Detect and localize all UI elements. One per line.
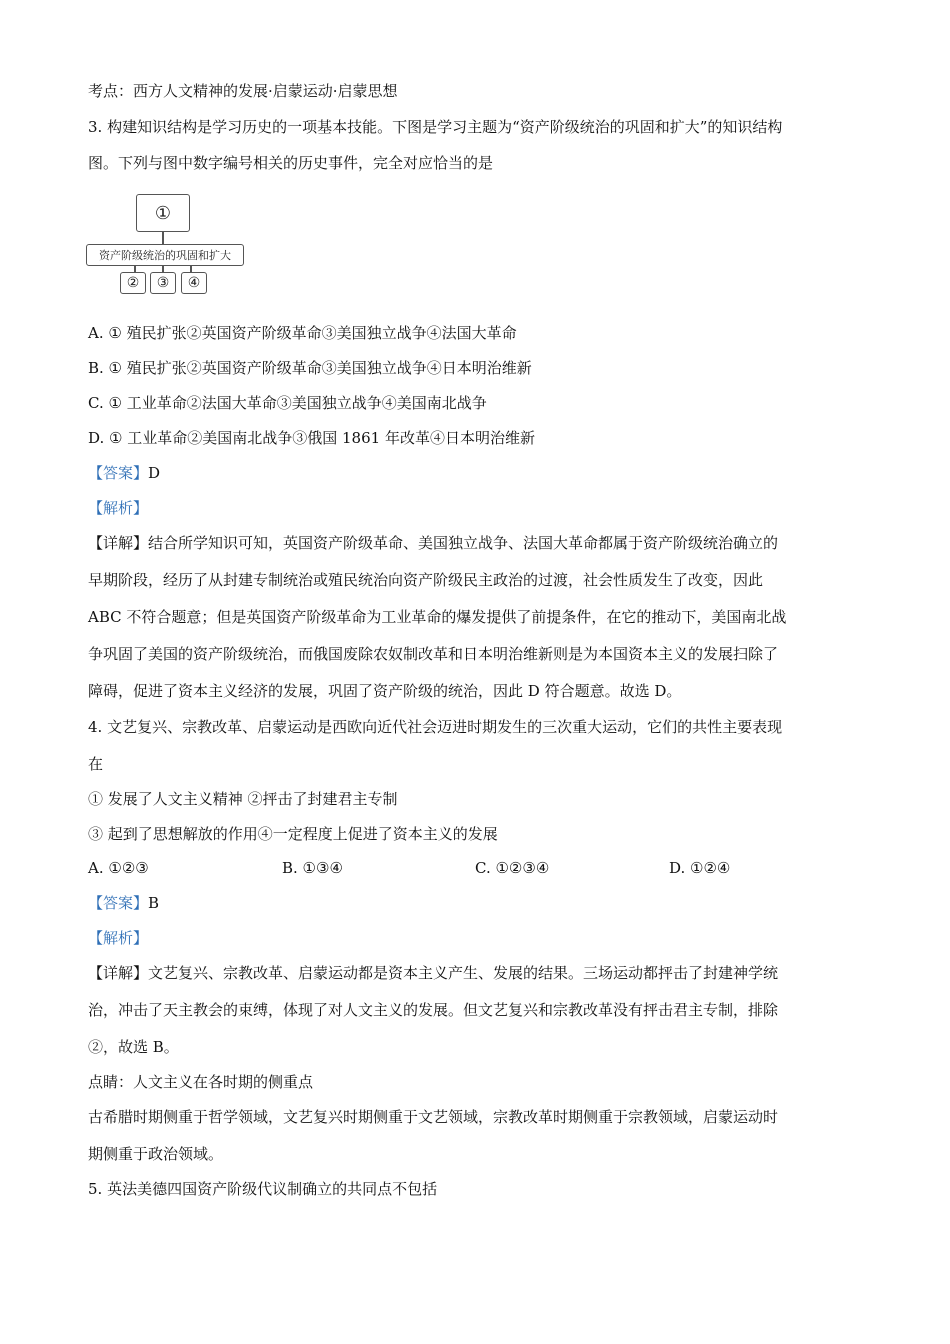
- dianjing-heading: 点睛：人文主义在各时期的侧重点: [88, 1073, 314, 1091]
- q4-answer-line: [88, 893, 159, 913]
- q3-detail-line-3: ABC 不符合题意；但是英国资产阶级革命为工业革命的爆发提供了前提条件，在它的推动下，美国南北战: [88, 608, 787, 626]
- detail-tag: 【详解】: [88, 964, 149, 982]
- diagram-box-theme: 资产阶级统治的巩固和扩大: [86, 244, 244, 266]
- q3-analysis-tag: [88, 498, 148, 518]
- q3-answer-value: D: [148, 464, 161, 482]
- analysis-tag: 【解析】: [88, 499, 149, 517]
- knowledge-structure-diagram: [86, 192, 246, 300]
- q4-detail-line-1: [88, 963, 778, 983]
- q3-detail-line-2: 早期阶段，经历了从封建专制统治或殖民统治向资产阶级民主政治的过渡，社会性质发生了改变，因此: [88, 571, 764, 589]
- q4-statement-2: ③ 起到了思想解放的作用④一定程度上促进了资本主义的发展: [88, 825, 498, 843]
- q4-detail-line-3: ②，故选 B。: [88, 1038, 179, 1056]
- question-4-stem-cont: 在: [88, 755, 104, 773]
- q3-option-b: B. ① 殖民扩张②英国资产阶级革命③美国独立战争④日本明治维新: [88, 359, 532, 377]
- dianjing-line-1: 古希腊时期侧重于哲学领域，文艺复兴时期侧重于文艺领域，宗教改革时期侧重于宗教领域，启蒙运动时: [88, 1108, 779, 1126]
- q4-option-d: D. ①②④: [669, 859, 731, 877]
- question-3-stem-cont: 图。下列与图中数字编号相关的历史事件，完全对应恰当的是: [88, 154, 494, 172]
- diagram-box-4: ④: [181, 272, 207, 294]
- q3-option-d: D. ① 工业革命②美国南北战争③俄国 1861 年改革④日本明治维新: [88, 429, 535, 447]
- q3-detail-text: 结合所学知识可知，英国资产阶级革命、美国独立战争、法国大革命都属于资产阶级统治确立的: [148, 534, 779, 552]
- answer-tag: 【答案】: [88, 464, 149, 482]
- answer-tag: 【答案】: [88, 894, 149, 912]
- question-4-stem: 4. 文艺复兴、宗教改革、启蒙运动是西欧向近代社会迈进时期发生的三次重大运动，它们的共性主要表现: [88, 718, 783, 736]
- q4-statement-1: ① 发展了人文主义精神 ②抨击了封建君主专制: [88, 790, 398, 808]
- q4-answer-value: B: [148, 894, 160, 912]
- diagram-box-3: ③: [150, 272, 176, 294]
- q4-detail-line-2: 治，冲击了天主教会的束缚，体现了对人文主义的发展。但文艺复兴和宗教改革没有抨击君主专制，排除: [88, 1001, 779, 1019]
- q3-detail-line-1: [88, 533, 778, 553]
- q3-detail-line-4: 争巩固了美国的资产阶级统治，而俄国废除农奴制改革和日本明治维新则是为本国资本主义的发展扫除了: [88, 645, 779, 663]
- question-3-stem: 3. 构建知识结构是学习历史的一项基本技能。下图是学习主题为“资产阶级统治的巩固和扩大”的知识结构: [88, 118, 783, 136]
- q4-option-b: B. ①③④: [282, 859, 343, 877]
- diagram-box-1: ①: [136, 194, 190, 232]
- kaodian-line: 考点：西方人文精神的发展·启蒙运动·启蒙思想: [88, 82, 398, 100]
- q4-detail-text: 文艺复兴、宗教改革、启蒙运动都是资本主义产生、发展的结果。三场运动都抨击了封建神学统: [148, 964, 779, 982]
- q4-analysis-tag: [88, 928, 148, 948]
- diagram-box-2: ②: [120, 272, 146, 294]
- q4-option-c: C. ①②③④: [475, 859, 550, 877]
- q3-option-a: A. ① 殖民扩张②英国资产阶级革命③美国独立战争④法国大革命: [88, 324, 517, 342]
- detail-tag: 【详解】: [88, 534, 149, 552]
- question-5-stem: 5. 英法美德四国资产阶级代议制确立的共同点不包括: [88, 1180, 438, 1198]
- diagram-connector: [162, 232, 164, 244]
- q3-option-c: C. ① 工业革命②法国大革命③美国独立战争④美国南北战争: [88, 394, 487, 412]
- q3-answer-line: [88, 463, 160, 483]
- q3-detail-line-5: 障碍，促进了资本主义经济的发展，巩固了资产阶级的统治，因此 D 符合题意。故选 D。: [88, 682, 682, 700]
- dianjing-line-2: 期侧重于政治领域。: [88, 1145, 224, 1163]
- analysis-tag: 【解析】: [88, 929, 149, 947]
- q4-option-a: A. ①②③: [88, 859, 149, 877]
